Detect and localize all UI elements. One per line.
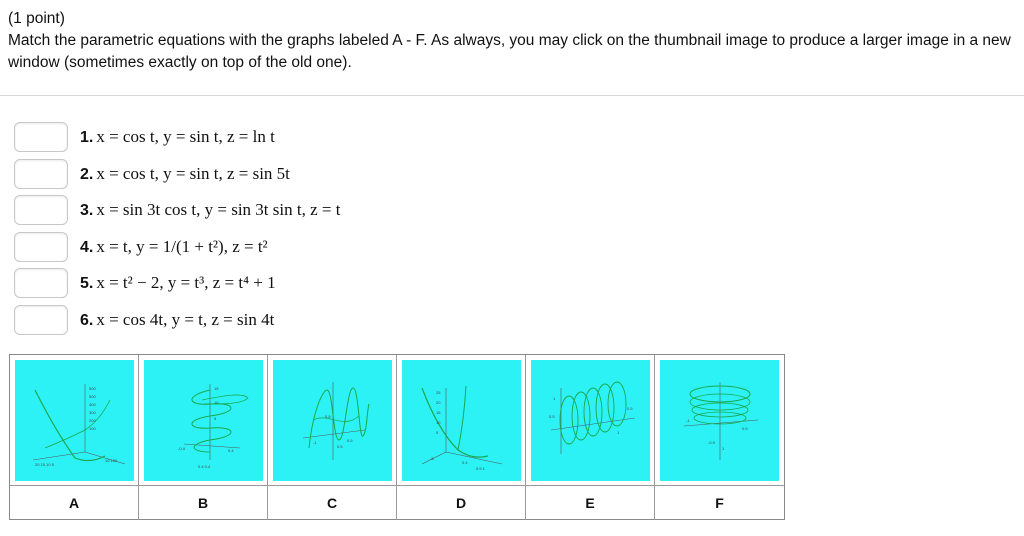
- svg-text:100: 100: [89, 426, 96, 431]
- equation-text: x = sin 3t cos t, y = sin 3t sin t, z = t: [96, 200, 341, 219]
- svg-text:0.5: 0.5: [347, 438, 353, 443]
- equation-text: x = t, y = 1/(1 + t²), z = t²: [96, 236, 268, 256]
- svg-text:0.4 0.4: 0.4 0.4: [198, 464, 211, 469]
- equation-text: x = t² − 2, y = t³, z = t⁴ + 1: [96, 273, 276, 292]
- graph-label-f: F: [715, 495, 724, 511]
- graph-label-d: D: [397, 486, 526, 520]
- equation-number: 6.: [80, 311, 94, 329]
- instructions-text: Match the parametric equations with the graphs labeled A - F. As always, you may click on the thumbnail image to produce a larger image in a new window (sometimes exactly on top of the old one).: [8, 32, 1011, 71]
- graph-table: [9, 354, 785, 520]
- graph-thumbnail-f[interactable]: [660, 360, 779, 481]
- graph-cell-d: [397, 355, 526, 485]
- graph-thumbnail-b[interactable]: [144, 360, 263, 481]
- points-label: (1 point): [8, 10, 65, 27]
- svg-text:300: 300: [89, 410, 96, 415]
- graph-cell-b: [139, 355, 268, 485]
- graph-label-a: A: [10, 486, 139, 520]
- answer-input-1[interactable]: [14, 122, 68, 152]
- equation-number: 1.: [80, 129, 94, 146]
- answer-input-4[interactable]: [14, 232, 68, 262]
- svg-text:-5: -5: [430, 456, 434, 461]
- equation-number: 2.: [80, 165, 94, 183]
- svg-text:-1: -1: [313, 440, 317, 445]
- equation-text: x = cos t, y = sin t, z = sin 5t: [96, 163, 290, 183]
- svg-text:15: 15: [436, 410, 441, 415]
- svg-text:0.5 1: 0.5 1: [476, 466, 485, 471]
- svg-text:5: 5: [214, 416, 217, 421]
- answer-input-6[interactable]: [14, 305, 68, 335]
- divider: [0, 95, 1024, 96]
- svg-text:0.5: 0.5: [627, 406, 633, 411]
- svg-text:400: 400: [89, 402, 96, 407]
- svg-text:0.5: 0.5: [337, 444, 343, 449]
- graph-thumbnail-d[interactable]: [402, 360, 521, 481]
- graph-label-c: C: [268, 486, 397, 520]
- graph-thumbnail-c[interactable]: [273, 360, 392, 481]
- svg-text:500: 500: [89, 394, 96, 399]
- svg-text:0.5: 0.5: [325, 414, 331, 419]
- graph-thumbnail-a[interactable]: [15, 360, 134, 481]
- svg-text:200: 200: [89, 418, 96, 423]
- svg-text:10 100: 10 100: [105, 458, 118, 463]
- svg-text:500: 500: [89, 386, 96, 391]
- svg-text:10: 10: [436, 420, 441, 425]
- svg-text:0.4: 0.4: [462, 460, 468, 465]
- answer-input-5[interactable]: [14, 268, 68, 298]
- svg-text:10: 10: [214, 400, 219, 405]
- graph-cell-a: [10, 355, 139, 485]
- equation-number: 5.: [80, 275, 94, 292]
- svg-text:25: 25: [436, 390, 441, 395]
- equation-number: 4.: [80, 238, 94, 256]
- graph-label-b: B: [139, 486, 268, 520]
- svg-text:1: 1: [722, 446, 725, 451]
- svg-text:0.5: 0.5: [742, 426, 748, 431]
- graph-cell-f: [655, 355, 784, 485]
- svg-text:-1: -1: [686, 418, 690, 423]
- svg-text:0.4: 0.4: [228, 448, 234, 453]
- svg-text:5: 5: [436, 430, 439, 435]
- equation-text: x = cos t, y = sin t, z = ln t: [96, 127, 275, 146]
- equation-text: x = cos 4t, y = t, z = sin 4t: [96, 309, 275, 329]
- svg-text:1: 1: [617, 430, 620, 435]
- svg-text:-0.4: -0.4: [178, 446, 185, 451]
- graph-labels-row: [10, 485, 784, 520]
- svg-text:20 15 10 5: 20 15 10 5: [35, 462, 54, 467]
- svg-text:0.5: 0.5: [549, 414, 555, 419]
- svg-text:20: 20: [436, 400, 441, 405]
- graph-label-e: E: [526, 486, 655, 520]
- answer-input-3[interactable]: [14, 195, 68, 225]
- svg-text:-0.5: -0.5: [708, 440, 715, 445]
- answer-input-2[interactable]: [14, 159, 68, 189]
- svg-text:15: 15: [214, 386, 219, 391]
- equation-number: 3.: [80, 202, 94, 219]
- problem-header: [8, 8, 1014, 74]
- graph-cell-e: [526, 355, 655, 485]
- graph-cell-c: [268, 355, 397, 485]
- graph-thumbnail-e[interactable]: [531, 360, 650, 481]
- svg-text:1: 1: [553, 396, 556, 401]
